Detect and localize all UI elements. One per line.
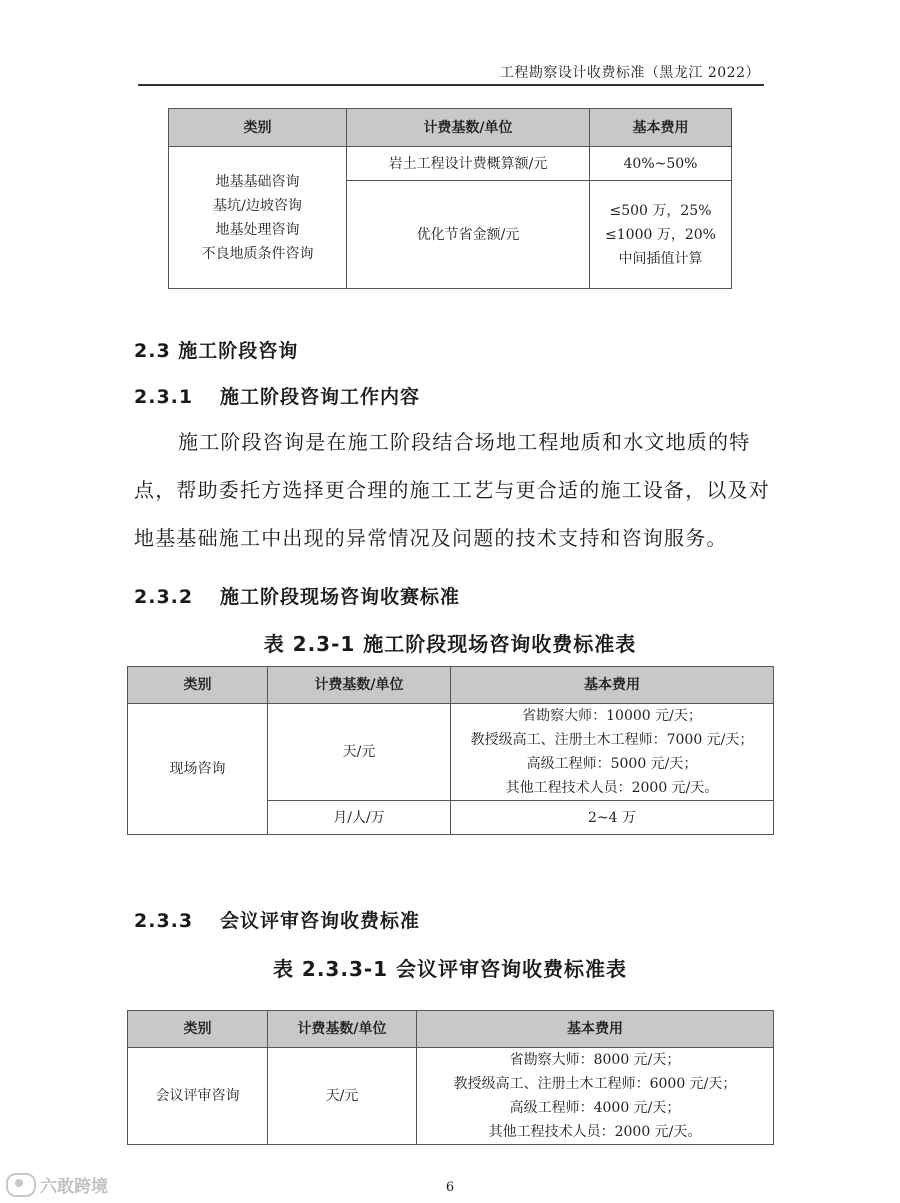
- basis-cell: 天/元: [268, 1048, 417, 1145]
- fee-line: ≤1000 万，20%: [605, 226, 716, 243]
- category-line: 不良地质条件咨询: [201, 245, 314, 262]
- category-cell: 现场咨询: [128, 704, 268, 835]
- section-number: 2.3: [134, 340, 171, 362]
- section-title: 施工阶段现场咨询收赛标准: [220, 586, 461, 608]
- section-heading-2-3-3: [134, 906, 420, 933]
- paragraph-line: 地基基础施工中出现的异常情况及问题的技术支持和咨询服务。: [134, 526, 728, 550]
- fee-line: 其他工程技术人员：2000 元/天。: [505, 780, 719, 796]
- fee-line: 教授级高工、注册土木工程师：7000 元/天；: [470, 732, 754, 748]
- page-number: 6: [445, 1180, 455, 1195]
- table-2-3-3-1: [127, 1010, 774, 1145]
- basis-cell: 岩土工程设计费概算额/元: [347, 147, 590, 181]
- fee-line: 省勘察大师：8000 元/天；: [509, 1052, 681, 1068]
- category-line: 地基处理咨询: [215, 221, 300, 238]
- col-header-fee: 基本费用: [417, 1011, 774, 1048]
- section-title: 施工阶段咨询: [178, 340, 299, 362]
- fee-line: 其他工程技术人员：2000 元/天。: [488, 1124, 702, 1140]
- col-header-fee: 基本费用: [451, 667, 774, 704]
- col-header-basis: 计费基数/单位: [347, 109, 590, 147]
- fee-line: ≤500 万，25%: [609, 202, 712, 219]
- col-header-fee: 基本费用: [590, 109, 732, 147]
- fee-cell: [417, 1048, 774, 1145]
- paragraph-line: 施工阶段咨询是在施工阶段结合场地工程地质和水文地质的特: [178, 430, 751, 454]
- table-2-3-1: [127, 666, 774, 835]
- fee-cell: [590, 181, 732, 289]
- running-header: 工程勘察设计收费标准（黑龙江 2022）: [499, 65, 760, 81]
- fee-line: 省勘察大师：10000 元/天；: [522, 708, 702, 724]
- paragraph-line: 点，帮助委托方选择更合理的施工工艺与更合适的施工设备，以及对: [134, 478, 770, 502]
- col-header-basis: 计费基数/单位: [268, 667, 451, 704]
- col-header-category: 类别: [128, 1011, 268, 1048]
- basis-cell: 月/人/万: [268, 801, 451, 835]
- category-line: 基坑/边坡咨询: [213, 197, 302, 214]
- basis-cell: 天/元: [268, 704, 451, 801]
- body-paragraph: [134, 418, 770, 562]
- col-header-category: 类别: [169, 109, 347, 147]
- fee-line: 高级工程师：4000 元/天；: [509, 1100, 681, 1116]
- section-number: 2.3.1: [134, 386, 194, 408]
- section-number: 2.3.2: [134, 586, 194, 608]
- fee-cell: 2~4 万: [451, 801, 774, 835]
- section-title: 施工阶段咨询工作内容: [220, 386, 421, 408]
- table-top: [168, 108, 732, 289]
- basis-cell: 优化节省金额/元: [347, 181, 590, 289]
- section-number: 2.3.3: [134, 910, 194, 932]
- fee-cell: 40%~50%: [590, 147, 732, 181]
- table-caption: 表 2.3.3-1 会议评审咨询收费标准表: [272, 957, 628, 981]
- col-header-category: 类别: [128, 667, 268, 704]
- category-cell: 会议评审咨询: [128, 1048, 268, 1145]
- fee-line: 教授级高工、注册土木工程师：6000 元/天；: [453, 1076, 737, 1092]
- section-heading-2-3-2: [134, 582, 460, 609]
- category-cell: [169, 147, 347, 289]
- category-line: 地基基础咨询: [215, 173, 300, 190]
- section-heading-2-3: [134, 336, 298, 363]
- header-rule: [138, 84, 764, 86]
- fee-line: 高级工程师：5000 元/天；: [526, 756, 698, 772]
- fee-cell: [451, 704, 774, 801]
- fee-line: 中间插值计算: [618, 250, 703, 267]
- watermark-text: 六敢跨境: [40, 1177, 108, 1197]
- col-header-basis: 计费基数/单位: [268, 1011, 417, 1048]
- section-title: 会议评审咨询收费标准: [220, 910, 421, 932]
- section-heading-2-3-1: [134, 382, 420, 409]
- table-caption: 表 2.3-1 施工阶段现场咨询收费标准表: [263, 632, 637, 656]
